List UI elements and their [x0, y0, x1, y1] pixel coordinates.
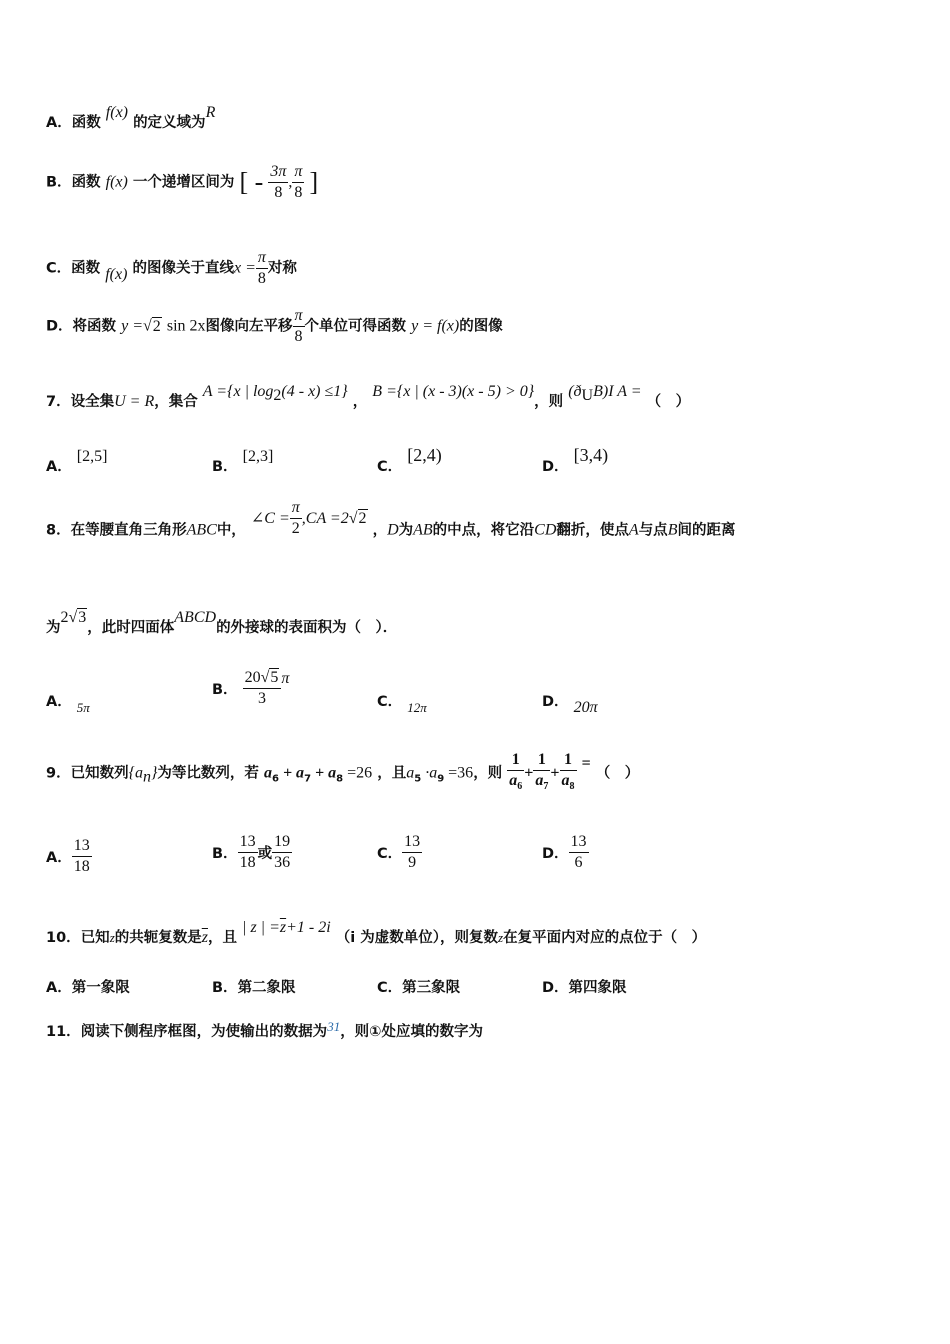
q7-option-a[interactable]: A． [2,5] — [46, 448, 108, 475]
fraction: $\frac{3\pi}{8}$ — [270, 163, 287, 201]
q9-option-d[interactable]: D． $\frac{13}{6}$ — [542, 833, 587, 871]
q8-option-d[interactable]: D． 20π — [542, 694, 598, 716]
q8-stem-line2: 为2√3，此时四面体ABCD的外接球的表面积为（ ）． — [46, 609, 398, 636]
q7-option-c[interactable]: C． [2,4) — [377, 445, 442, 475]
q10-option-d[interactable]: D．第四象限 — [542, 980, 627, 996]
fraction: $\frac{\pi}{8}$ — [257, 249, 266, 287]
q6-option-c: C．函数 f(x) 的图像关于直线x = $\frac{\pi}{8}$ 对称 — [46, 249, 297, 287]
q10-option-b[interactable]: B．第二象限 — [212, 980, 296, 996]
q6-option-a: A．函数 f(x) 的定义域为R — [46, 104, 216, 131]
fraction: $\frac{1}{a_7}$ — [535, 751, 549, 793]
q7-stem: 7．设全集U = R，集合 A ={x | $\log_2(4 - x) \le 1$} ， B ={x | (x - 3)(x - 5) > 0}，则 $(ð_UB)I$ A = （ ） — [46, 383, 691, 410]
q7-option-b[interactable]: B． [2,3] — [212, 448, 274, 475]
fraction: $\frac{\pi}{8}$ — [294, 307, 303, 345]
q10-option-a[interactable]: A．第一象限 — [46, 980, 130, 996]
q11-stem: 11．阅读下侧程序框图，为使输出的数据为31，则①处应填的数字为 — [46, 1019, 483, 1040]
q8-option-b[interactable]: B． $\frac{20√5}{3}$ π — [212, 669, 290, 707]
fraction: $\frac{\pi}{8}$ — [294, 163, 303, 201]
fraction: $\frac{\pi}{2}$ — [291, 499, 300, 537]
q9-option-a[interactable]: A． $\frac{13}{18}$ — [46, 837, 90, 875]
q6-option-d: D．将函数 y =√2 sin 2x图像向左平移 $\frac{\pi}{8}$ 个单位可得函数 y = f(x)的图像 — [46, 307, 503, 345]
q9-option-c[interactable]: C． $\frac{13}{9}$ — [377, 833, 421, 871]
fraction: $\frac{1}{a_6}$ — [509, 751, 523, 793]
q8-stem-line1: 8．在等腰直角三角形ABC中， ∠C = $\frac{\pi}{2}$ ,CA =2√2 ，D为AB的中点，将它沿CD翻折，使点A与点B间的距离 — [46, 499, 736, 539]
q8-option-c[interactable]: C． 12π — [377, 694, 427, 715]
q10-option-c[interactable]: C．第三象限 — [377, 980, 461, 996]
q8-option-a[interactable]: A． 5π — [46, 694, 90, 715]
q9-stem: 9．已知数列$\{a_n\}$为等比数列，若 $a_6 + a_7 + a_8 =26$ ，且$a_5 \cdot a_9 =36$，则 $\frac{1}{a_6}$ + $\frac{1}{a_7}$ + $\frac{1}{a_8}$ = （ ） — [46, 750, 639, 797]
q6-option-b: B．函数 f(x) 一个递增区间为 [ - $\frac{3\pi}{8}$ , $\frac{\pi}{8}$ ] — [46, 163, 319, 201]
q9-option-b[interactable]: B． $\frac{13}{18}$ 或 $\frac{19}{36}$ — [212, 833, 291, 871]
q7-option-d[interactable]: D． [3,4) — [542, 445, 609, 475]
fraction: $\frac{20√5}{3}$ — [243, 668, 282, 709]
q10-stem: 10．已知z的共轭复数是$\overline{z}$，且 | z | $=\overline{z}+1 - 2i$ （i 为虚数单位），则复数z在复平面内对应的点位于（ ） — [46, 919, 707, 946]
fraction: $\frac{1}{a_8}$ — [561, 751, 575, 793]
